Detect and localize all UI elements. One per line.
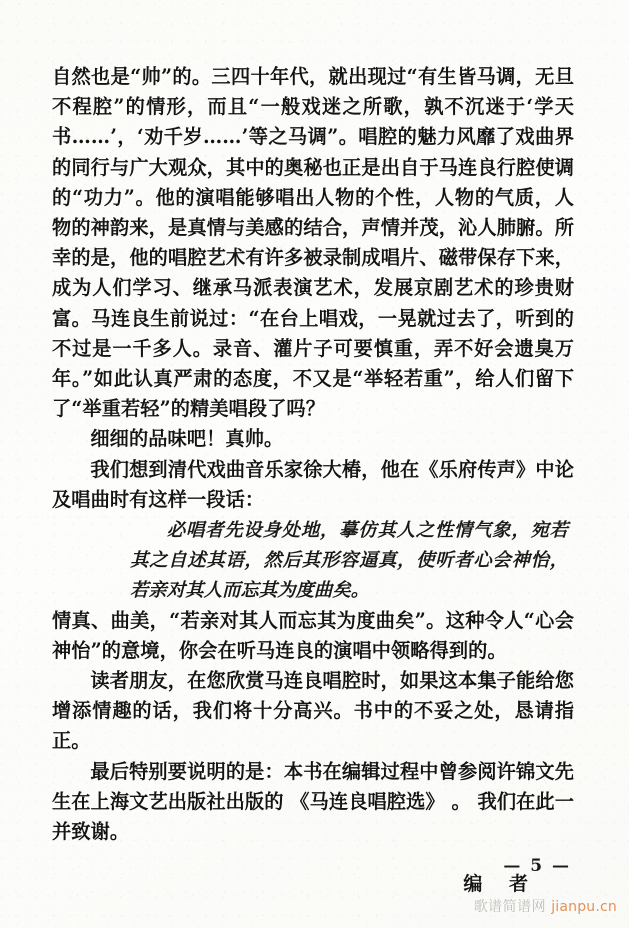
signature-editor: 编 者 bbox=[463, 873, 538, 896]
paragraph-2: 细细的品味吧！真帅。 bbox=[90, 427, 284, 451]
paragraph-3: 我们想到清代戏曲音乐家徐大椿，他在《乐府传声》中论及唱曲时有这样一段话： bbox=[52, 457, 574, 511]
watermark-domain: jianpu.cn bbox=[551, 899, 617, 915]
watermark-site-name: 歌谱简谱网 bbox=[473, 899, 547, 915]
page-number: — 5 — bbox=[503, 856, 571, 876]
blockquote-lefu-chuansheng: 必唱者先设身处地，摹仿其人之性情气象，宛若其之自述其语，然后其形容逼真，使听者心会神怡，若亲对其人而忘其为度曲矣。 bbox=[130, 520, 568, 601]
watermark bbox=[474, 898, 617, 916]
page-text-block bbox=[52, 62, 574, 899]
paragraph-4: 情真、曲美，“若亲对其人而忘其为度曲矣”。这种令人“心会神怡”的意境，你会在听马连良的演唱中领略得到的。 bbox=[52, 608, 574, 662]
paragraph-6: 最后特别要说明的是：本书在编辑过程中曾参阅许锦文先生在上海文艺出版社出版的 《马连良唱腔选》 。 我们在此一并致谢。 bbox=[52, 759, 574, 844]
paragraph-5: 读者朋友，在您欣赏马连良唱腔时，如果这本集子能给您增添情趣的话，我们将十分高兴。书中的不妥之处，恳请指正。 bbox=[52, 669, 574, 753]
paragraph-1: 自然也是“帅”的。三四十年代，就出现过“有生皆马调，无旦不程腔”的情形，而且“一般戏迷之所歌，孰不沉迷于‘学天书……’，‘劝千岁……’等之马调”。唱腔的魅力风靡了戏曲界的同行与广大观众，其中的奥秘也正是出自于马连良行腔使调的“功力”。他的演唱能够唱出人物的个性，人物的气质，人物的神韵来，是真情与美感的结合，声情并茂，沁人肺腑。所幸的是，他的唱腔艺术有许多被录制成唱片、磁带保存下来，成为人们学习、继承马派表演艺术，发展京剧艺术的珍贵财富。马连良生前说过：“在台上唱戏，一晃就过去了，听到的不过是一千多人。录音、灌片子可要慎重，弄不好会遗臭万年。”如此认真严肃的态度，不又是“举轻若重”，给人们留下了“举重若轻”的精美唱段了吗？ bbox=[52, 65, 574, 421]
